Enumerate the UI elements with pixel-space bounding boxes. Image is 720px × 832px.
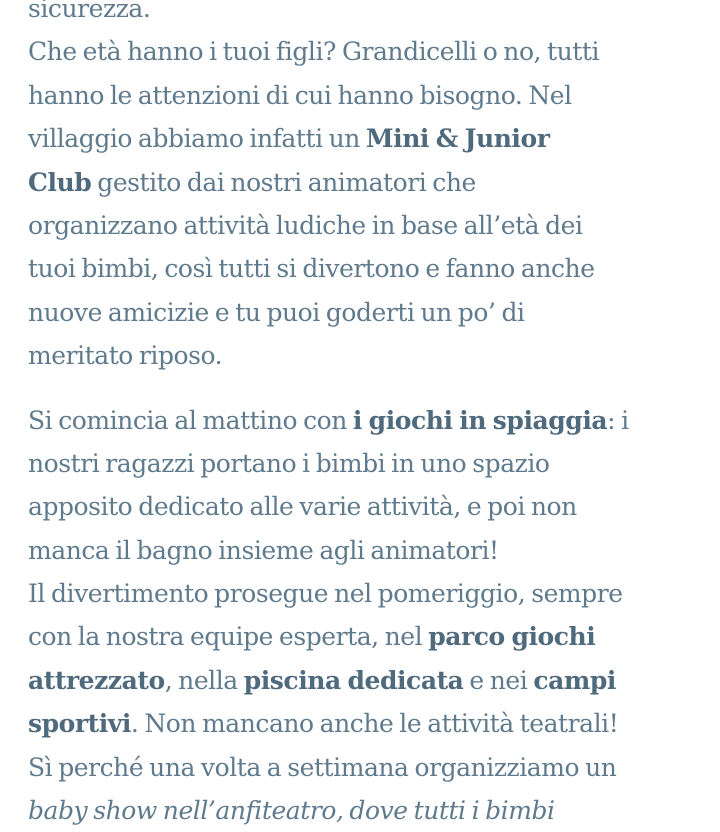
text-line <box>28 615 703 658</box>
bold-club: Club <box>28 167 92 197</box>
text-line <box>28 485 703 528</box>
text-span: manca il bagno insieme agli animatori! <box>28 535 499 565</box>
text-span: Che età hanno i tuoi figli? Grandicelli o no, tutti <box>28 37 600 67</box>
text-line <box>28 746 703 789</box>
text-span: meritato riposo. <box>28 341 223 371</box>
text-line <box>28 659 703 702</box>
bold-campi: campi <box>533 665 616 695</box>
text-span: gestito dai nostri animatori che <box>91 167 476 197</box>
text-span: con la nostra equipe esperta, nel <box>28 622 429 652</box>
bold-sportivi: sportivi <box>28 709 131 739</box>
text-span: nuove amicizie e tu puoi goderti un po’ di <box>28 297 525 327</box>
text-span: , nella <box>164 665 244 695</box>
text-span: Sì perché una volta a settimana organizziamo un <box>28 752 617 782</box>
text-line <box>28 702 703 745</box>
text-line <box>28 0 703 30</box>
text-line <box>28 399 703 442</box>
bold-piscina-dedicata: piscina dedicata <box>243 665 464 695</box>
text-line <box>28 30 703 73</box>
text-line-cut-off <box>28 789 703 832</box>
paragraph-gap <box>28 378 703 399</box>
text-span: nostri ragazzi portano i bimbi in uno spazio <box>28 448 550 478</box>
text-line <box>28 291 703 334</box>
text-span: baby show nell’anfiteatro, dove tutti i bimbi <box>28 796 555 826</box>
text-line <box>28 247 703 290</box>
bold-giochi-spiaggia: i giochi in spiaggia <box>352 405 608 435</box>
bold-attrezzato: attrezzato <box>28 665 165 695</box>
text-line <box>28 529 703 572</box>
bold-parco-giochi: parco giochi <box>428 622 596 652</box>
text-span: tuoi bimbi, così tutti si divertono e fanno anche <box>28 254 595 284</box>
bold-mini-junior-club: Mini & Junior <box>365 124 550 154</box>
text-span: Il divertimento prosegue nel pomeriggio, sempre <box>28 579 623 609</box>
text-span: hanno le attenzioni di cui hanno bisogno. Nel <box>28 80 572 110</box>
text-span: Si comincia al mattino con <box>28 405 353 435</box>
text-line <box>28 161 703 204</box>
text-span: sicurezza. <box>28 0 151 23</box>
text-span: apposito dedicato alle varie attività, e poi non <box>28 492 577 522</box>
text-span: villaggio abbiamo infatti un <box>28 124 366 154</box>
text-span: . Non mancano anche le attività teatrali! <box>130 709 619 739</box>
text-line <box>28 74 703 117</box>
text-line <box>28 204 703 247</box>
text-line <box>28 117 703 160</box>
text-span: : i <box>607 405 629 435</box>
article-text <box>28 0 703 832</box>
text-span: organizzano attività ludiche in base all’età dei <box>28 210 583 240</box>
text-line <box>28 334 703 377</box>
text-line <box>28 572 703 615</box>
text-span: e nei <box>463 665 534 695</box>
text-line <box>28 442 703 485</box>
